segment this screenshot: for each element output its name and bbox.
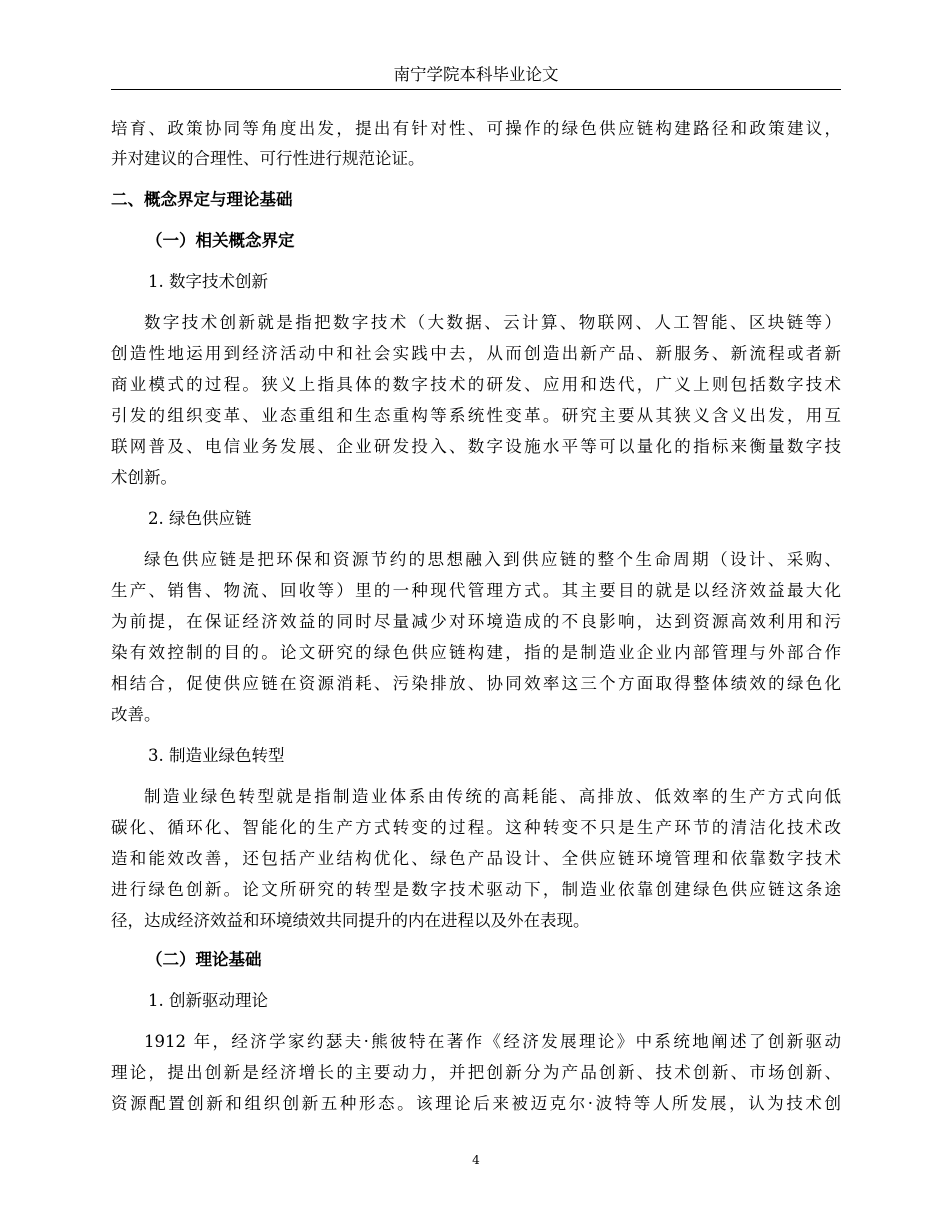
body-line: 绿色供应链是把环保和资源节约的思想融入到供应链的整个生命周期（设计、采购、 [144,550,841,569]
subsection-heading: （一）相关概念界定 [146,231,295,250]
body-line: 碳化、循环化、智能化的生产方式转变的过程。这种转变不只是生产环节的清洁化技术改 [111,818,841,837]
item-heading: 3. 制造业绿色转型 [148,746,285,765]
body-line: 创造性地运用到经济活动中和社会实践中去，从而创造出新产品、新服务、新流程或者新 [111,344,841,363]
body-line: 数字技术创新就是指把数字技术（大数据、云计算、物联网、人工智能、区块链等） [144,313,841,332]
body-line: 生产、销售、物流、回收等）里的一种现代管理方式。其主要目的就是以经济效益最大化 [111,581,841,600]
body-line: 资源配置创新和组织创新五种形态。该理论后来被迈克尔·波特等人所发展，认为技术创 [111,1094,841,1113]
header-rule [111,89,841,90]
body-line: 为前提，在保证经济效益的同时尽量减少对环境造成的不良影响，达到资源高效利用和污 [111,612,841,631]
item-heading: 2. 绿色供应链 [148,509,252,528]
body-line: 造和能效改善，还包括产业结构优化、绿色产品设计、全供应链环境管理和依靠数字技术 [111,849,841,868]
body-line: 进行绿色创新。论文所研究的转型是数字技术驱动下，制造业依靠创建绿色供应链这条途 [111,880,841,899]
body-line: 联网普及、电信业务发展、企业研发投入、数字设施水平等可以量化的指标来衡量数字技 [111,437,841,456]
body-line: 引发的组织变革、业态重组和生态重构等系统性变革。研究主要从其狭义含义出发，用互 [111,406,841,425]
item-heading: 1. 数字技术创新 [148,272,268,291]
body-line: 理论，提出创新是经济增长的主要动力，并把创新分为产品创新、技术创新、市场创新、 [111,1063,841,1082]
body-line: 染有效控制的目的。论文研究的绿色供应链构建，指的是制造业企业内部管理与外部合作 [111,643,841,662]
body-line: 术创新。 [111,468,177,487]
body-line: 改善。 [111,705,161,724]
item-heading: 1. 创新驱动理论 [148,991,268,1010]
body-line: 商业模式的过程。狭义上指具体的数字技术的研发、应用和迭代，广义上则包括数字技术 [111,375,841,394]
page-header-title: 南宁学院本科毕业论文 [393,65,559,84]
body-line: 培育、政策协同等角度出发，提出有针对性、可操作的绿色供应链构建路径和政策建议， [111,119,841,138]
body-line: 相结合，促使供应链在资源消耗、污染排放、协同效率这三个方面取得整体绩效的绿色化 [111,674,841,693]
page-number: 4 [472,1153,480,1167]
body-line: 径，达成经济效益和环境绩效共同提升的内在进程以及外在表现。 [111,911,590,930]
body-line: 并对建议的合理性、可行性进行规范论证。 [111,149,425,168]
subsection-heading: （二）理论基础 [146,950,262,969]
section-heading: 二、概念界定与理论基础 [111,190,293,209]
body-line: 制造业绿色转型就是指制造业体系由传统的高耗能、高排放、低效率的生产方式向低 [144,787,841,806]
body-line: 1912 年，经济学家约瑟夫·熊彼特在著作《经济发展理论》中系统地阐述了创新驱动 [144,1032,841,1051]
